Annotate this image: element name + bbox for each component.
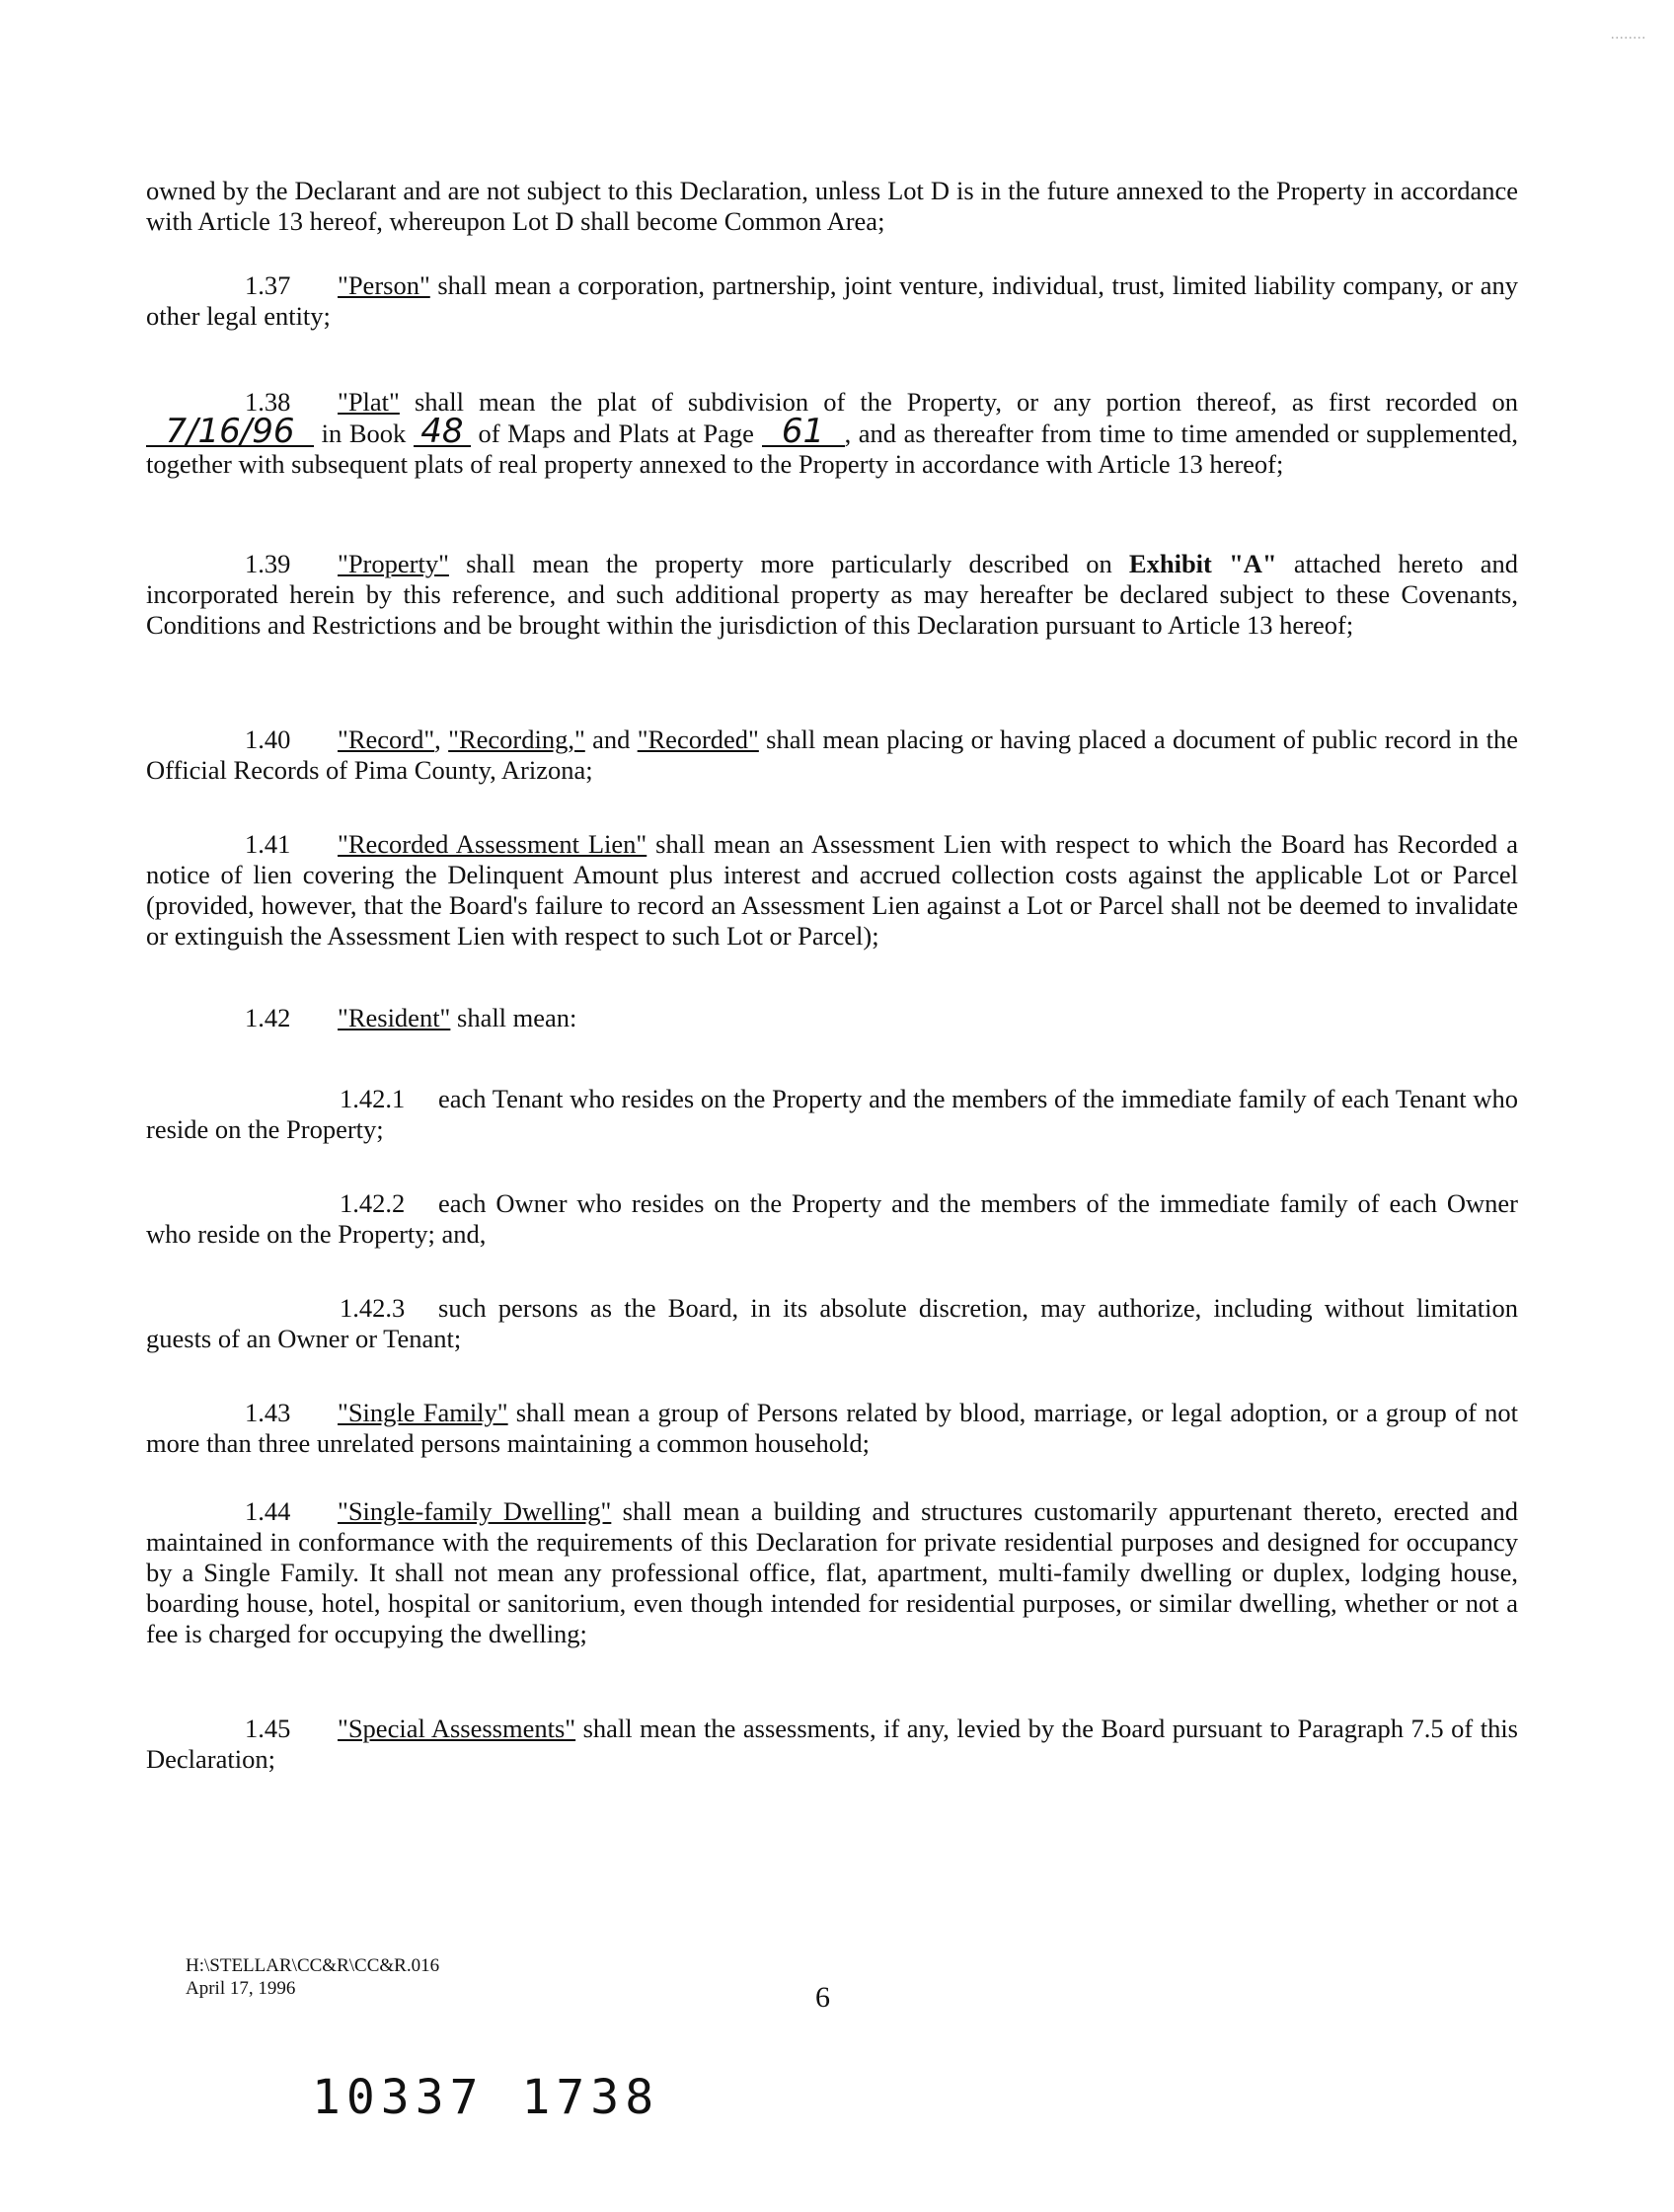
defined-term: "Special Assessments" [338,1714,576,1743]
section-1-39 [146,549,1518,641]
section-1-42-2 [146,1188,1518,1250]
handwritten-page-number: 61 [762,418,845,447]
section-number: 1.37 [245,270,291,300]
term-separator: and [584,725,638,754]
section-number: 1.40 [245,725,291,754]
definition-text: of Maps and Plats at Page [470,419,762,448]
definition-text: shall mean a group of Persons related by blood, marriage, or legal adoption, or a group of not more than three unrelated persons maintaining a common household; [146,1398,1518,1458]
page-number: 6 [815,1981,830,2014]
defined-term: "Person" [338,270,430,300]
definition-text: attached hereto and incorporated herein by this reference, and such additional property as may hereafter be declared subject to these Covenants, Conditions and Restrictions and be brought within the jurisdiction of this Declaration pursuant to Article 13 hereof; [146,549,1518,640]
section-1-38 [146,387,1518,480]
section-1-42-3 [146,1293,1518,1354]
section-number: 1.39 [245,549,291,578]
definition-text: shall mean: [450,1003,577,1032]
definition-text: shall mean the assessments, if any, levied by the Board pursuant to Paragraph 7.5 of this Declaration; [146,1714,1518,1774]
definition-text: such persons as the Board, in its absolute discretion, may authorize, including without limitation guests of an Owner or Tenant; [146,1293,1518,1353]
defined-term: "Recording," [448,725,585,754]
intro-paragraph: owned by the Declarant and are not subject to this Declaration, unless Lot D is in the future annexed to the Property in accordance with Article 13 hereof, whereupon Lot D shall become Common Area; [146,176,1518,236]
defined-term: "Single Family" [338,1398,508,1427]
section-number: 1.42.1 [340,1084,406,1113]
exhibit-reference: Exhibit "A" [1128,549,1277,578]
term-separator: , [434,725,449,754]
defined-term: "Recorded" [637,725,759,754]
section-number: 1.44 [245,1496,291,1526]
section-1-37 [146,270,1518,332]
section-number: 1.42 [245,1003,291,1032]
section-number: 1.38 [245,387,291,417]
section-number: 1.42.2 [340,1188,406,1218]
definition-text: each Tenant who resides on the Property and the members of the immediate family of each Tenant who reside on the Property; [146,1084,1518,1144]
definition-text: shall mean a building and structures customarily appurtenant thereto, erected and maintained in conformance with the requirements of this Declaration for private residential purposes and designed for occupancy by a Single Family. It shall not mean any professional office, flat, apartment, multi-family dwelling or duplex, lodging house, boarding house, hotel, hospital or sanitorium, even though intended for residential purposes, or similar dwelling, whether or not a fee is charged for occupying the dwelling; [146,1496,1519,1648]
section-number: 1.45 [245,1714,291,1743]
section-1-42-1 [146,1084,1518,1145]
corner-mark: ........ [1611,28,1646,42]
definition-text: in Book [314,419,414,448]
footer-date: April 17, 1996 [186,1978,296,1999]
definition-text: shall mean placing or having placed a document of public record in the Official Records of Pima County, Arizona; [146,725,1519,785]
definition-text: shall mean a corporation, partnership, joint venture, individual, trust, limited liability company, or any other legal entity; [146,270,1518,331]
definition-text: shall mean an Assessment Lien with respect to which the Board has Recorded a notice of lien covering the Delinquent Amount plus interest and accrued collection costs against the applicable Lot or Parcel (provided, however, that the Board's failure to record an Assessment Lien against a Lot or Parcel shall not be deemed to invalidate or extinguish the Assessment Lien with respect to such Lot or Parcel); [146,829,1518,951]
section-1-41 [146,829,1518,952]
definition-text: shall mean the plat of subdivision of the Property, or any portion thereof, as first recorded on [399,387,1518,417]
section-1-40 [146,725,1518,786]
stamp-page-number: 1738 [521,2070,660,2125]
section-1-43 [146,1398,1518,1459]
section-1-45 [146,1714,1518,1775]
definition-text: shall mean the property more particularly described on [448,549,1129,578]
footer-file-info [186,1954,439,2000]
defined-term: "Recorded Assessment Lien" [338,829,647,859]
definition-text: , and as thereafter from time to time amended or supplemented, together with subsequent plats of real property annexed to the Property in accordance with Article 13 hereof; [146,419,1518,479]
definition-text: each Owner who resides on the Property and the members of the immediate family of each Owner who reside on the Property; and, [146,1188,1518,1249]
defined-term: "Single-family Dwelling" [338,1496,612,1526]
defined-term: "Plat" [338,387,400,417]
stamp-docket-number: 10337 [312,2070,485,2125]
section-number: 1.43 [245,1398,291,1427]
defined-term: "Record" [338,725,435,754]
defined-term: "Resident" [338,1003,451,1032]
handwritten-date: 7/16/96 [146,418,314,447]
defined-term: "Property" [338,549,449,578]
handwritten-book-number: 48 [414,418,471,447]
section-1-44 [146,1496,1518,1649]
footer-file-path: H:\STELLAR\CC&R\CC&R.016 [186,1955,440,1976]
recording-stamp [312,2070,697,2125]
section-1-42 [146,1003,1518,1033]
section-number: 1.41 [245,829,291,859]
section-number: 1.42.3 [340,1293,406,1323]
